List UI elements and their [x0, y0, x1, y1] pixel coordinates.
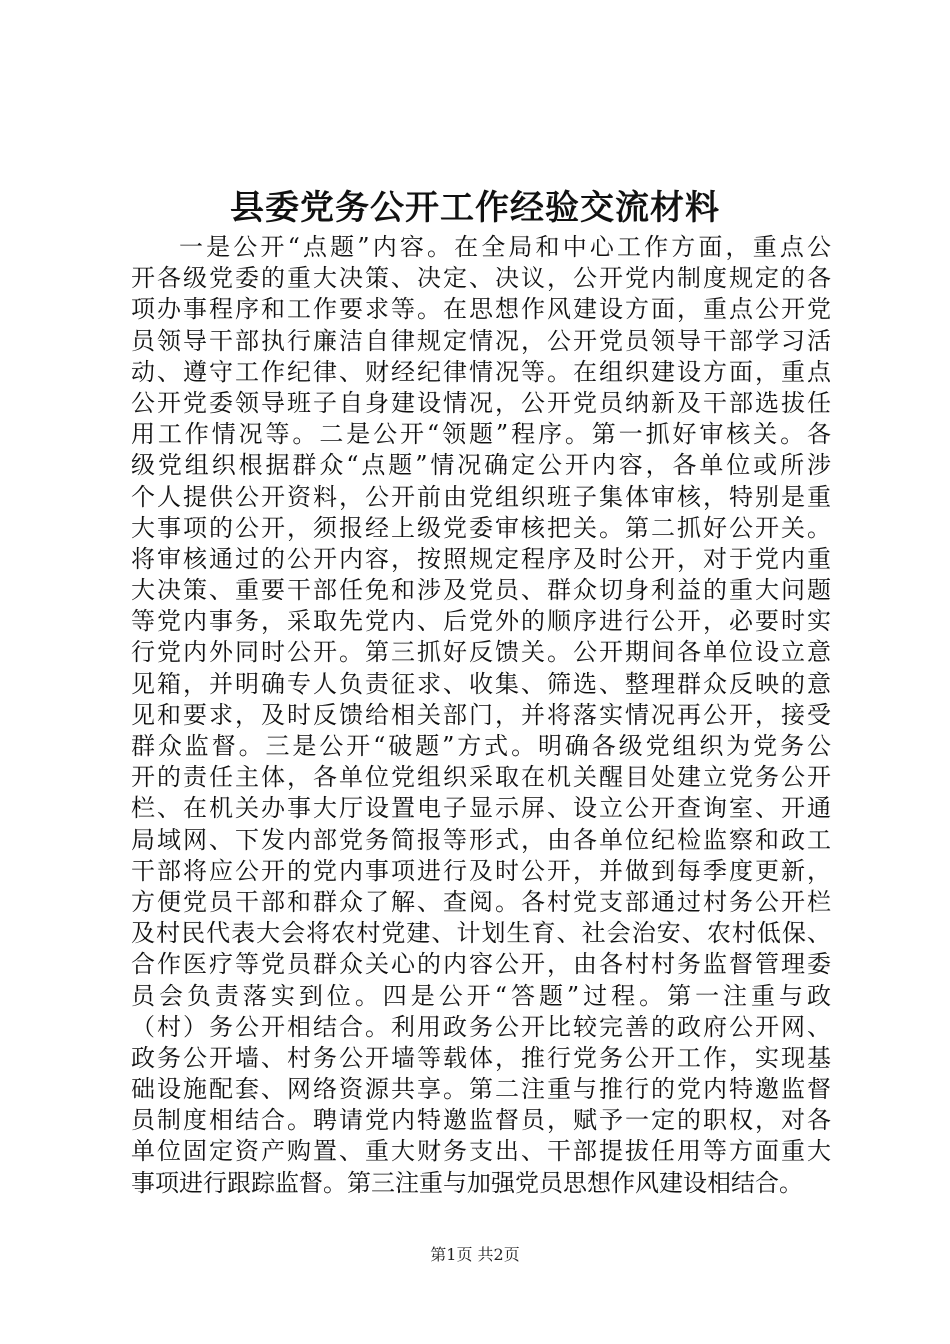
text-line: 等党内事务，采取先党内、后党外的顺序进行公开，必要时实 [131, 607, 831, 636]
text-line: 础设施配套、网络资源共享。第二注重与推行的党内特邀监督 [131, 1075, 831, 1104]
text-line: 行党内外同时公开。第三抓好反馈关。公开期间各单位设立意 [131, 638, 831, 667]
text-line: 合作医疗等党员群众关心的内容公开，由各村村务监督管理委 [131, 950, 831, 979]
text-line: 项办事程序和工作要求等。在思想作风建设方面，重点公开党 [131, 295, 831, 324]
text-line: 大事项的公开，须报经上级党委审核把关。第二抓好公开关。 [131, 513, 831, 542]
page-title: 县委党务公开工作经验交流材料 [230, 188, 720, 228]
text-line: 动、遵守工作纪律、财经纪律情况等。在组织建设方面，重点 [131, 357, 831, 386]
text-line: 个人提供公开资料，公开前由党组织班子集体审核，特别是重 [131, 482, 831, 511]
text-line: 大决策、重要干部任免和涉及党员、群众切身利益的重大问题 [131, 576, 831, 605]
text-line: 见和要求，及时反馈给相关部门，并将落实情况再公开，接受 [131, 700, 831, 729]
body-paragraph [131, 232, 831, 1199]
text-line: 干部将应公开的党内事项进行及时公开，并做到每季度更新， [131, 856, 831, 885]
text-line: 事项进行跟踪监督。第三注重与加强党员思想作风建设相结合。 [131, 1168, 803, 1197]
text-line: 员领导干部执行廉洁自律规定情况，公开党员领导干部学习活 [131, 326, 831, 355]
text-line: 栏、在机关办事大厅设置电子显示屏、设立公开查询室、开通 [131, 794, 831, 823]
text-line: 将审核通过的公开内容，按照规定程序及时公开，对于党内重 [131, 544, 831, 573]
page-number: 第1页 共2页 [430, 1245, 520, 1264]
text-line: 级党组织根据群众“点题”情况确定公开内容，各单位或所涉 [131, 451, 831, 480]
text-line: 开的责任主体，各单位党组织采取在机关醒目处建立党务公开 [131, 763, 831, 792]
text-line: 见箱，并明确专人负责征求、收集、筛选、整理群众反映的意 [131, 669, 831, 698]
text-line: （村）务公开相结合。利用政务公开比较完善的政府公开网、 [131, 1012, 831, 1041]
text-line: 一是公开“点题”内容。在全局和中心工作方面，重点公 [179, 233, 831, 261]
text-line: 员会负责落实到位。四是公开“答题”过程。第一注重与政 [131, 981, 831, 1010]
text-line: 政务公开墙、村务公开墙等载体，推行党务公开工作，实现基 [131, 1043, 831, 1072]
text-line: 公开党委领导班子自身建设情况，公开党员纳新及干部选拔任 [131, 388, 831, 417]
text-line: 方便党员干部和群众了解、查阅。各村党支部通过村务公开栏 [131, 887, 831, 916]
text-line: 单位固定资产购置、重大财务支出、干部提拔任用等方面重大 [131, 1137, 831, 1166]
text-line: 开各级党委的重大决策、决定、决议，公开党内制度规定的各 [131, 264, 831, 293]
text-line: 员制度相结合。聘请党内特邀监督员，赋予一定的职权，对各 [131, 1106, 831, 1135]
text-line: 用工作情况等。二是公开“领题”程序。第一抓好审核关。各 [131, 420, 831, 449]
text-line: 群众监督。三是公开“破题”方式。明确各级党组织为党务公 [131, 732, 831, 760]
page-footer [0, 1245, 950, 1265]
text-line: 及村民代表大会将农村党建、计划生育、社会治安、农村低保、 [131, 919, 831, 948]
text-line: 局域网、下发内部党务简报等形式，由各单位纪检监察和政工 [131, 825, 831, 854]
